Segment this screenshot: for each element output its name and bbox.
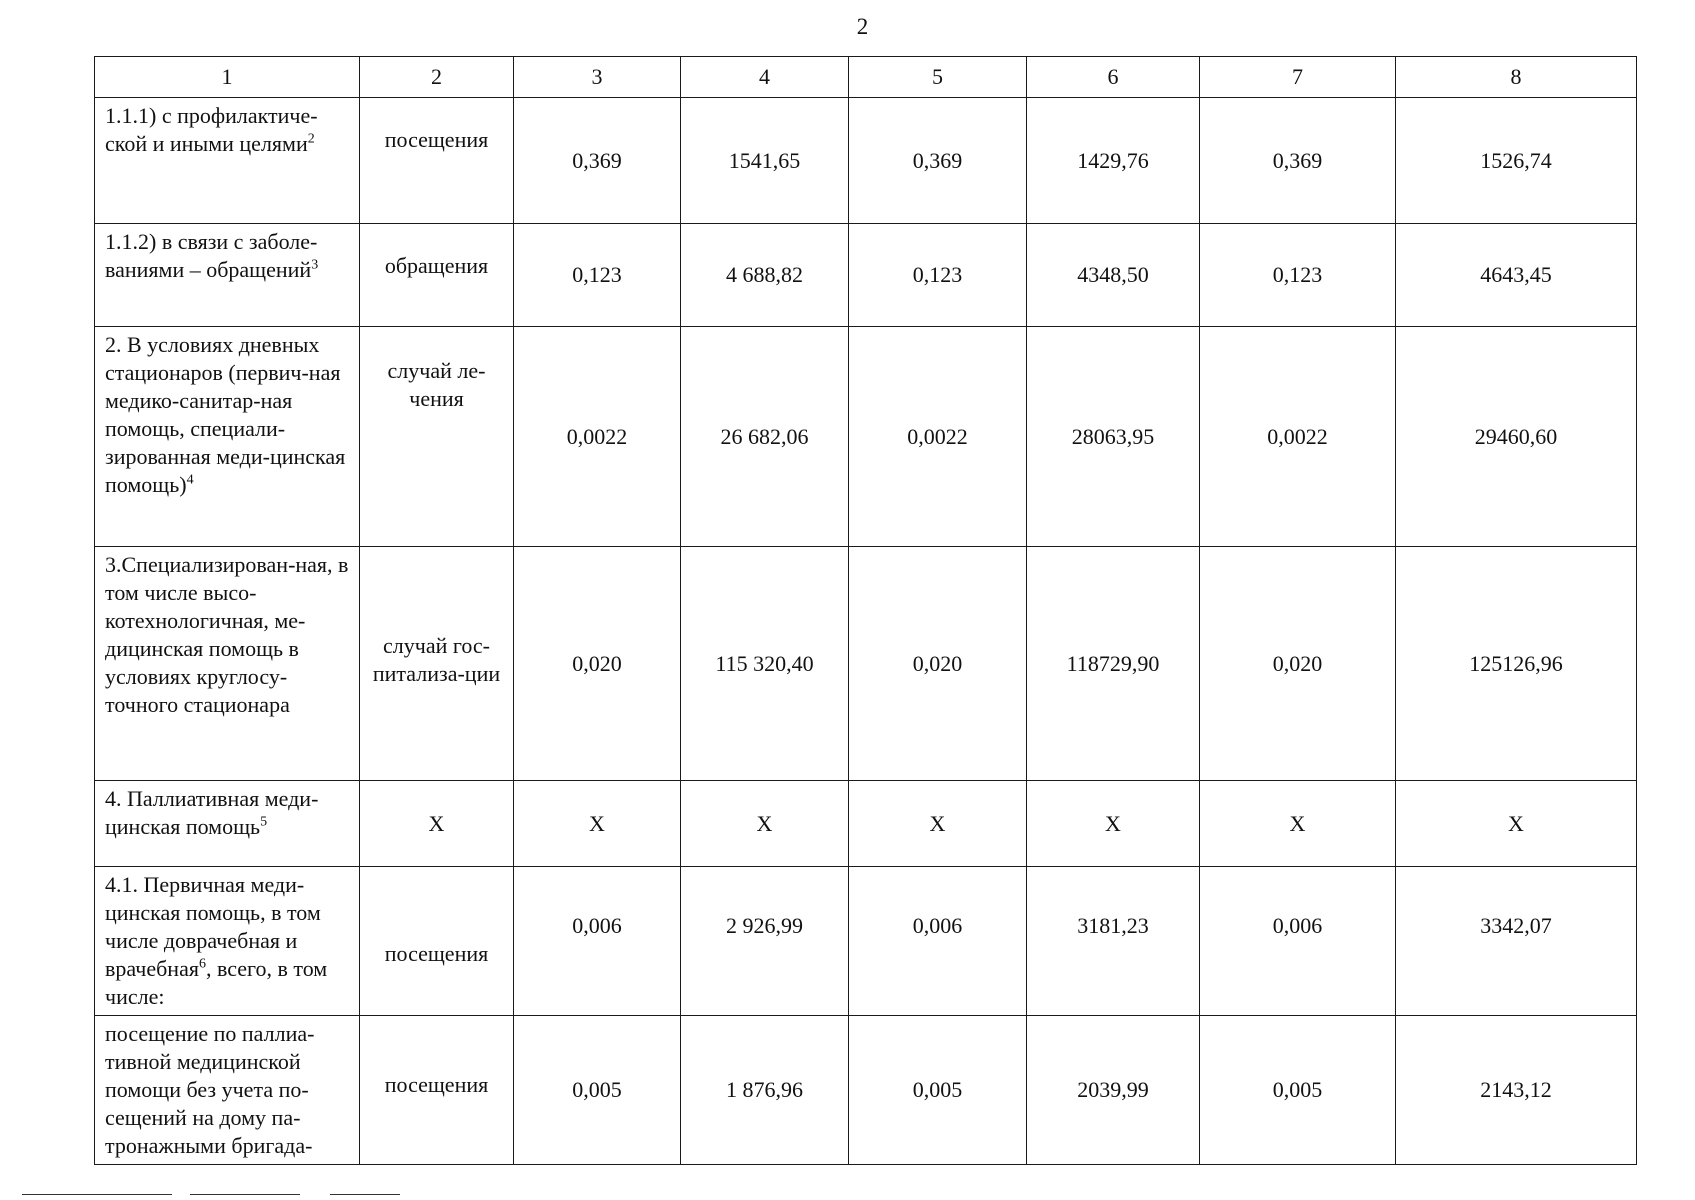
row-name: посещение по паллиа-тивной медицинской помощи без учета по-сещений на дому па-тронажными бригада- — [105, 1021, 315, 1158]
value-cell: 2 926,99 — [681, 867, 849, 1016]
value-cell: 0,123 — [849, 224, 1027, 327]
value-cell: 0,0022 — [1200, 327, 1396, 547]
value-cell: 0,123 — [514, 224, 681, 327]
value-cell: 0,005 — [514, 1016, 681, 1165]
table-row — [95, 224, 1637, 327]
column-header-1: 1 — [95, 57, 360, 98]
value-cell: X — [514, 781, 681, 867]
column-header-8: 8 — [1396, 57, 1637, 98]
row-name: 4. Паллиативная меди-цинская помощь — [105, 786, 319, 839]
value-cell: 4643,45 — [1396, 224, 1637, 327]
scan-artifact-line — [330, 1194, 400, 1195]
value-cell: 0,369 — [514, 98, 681, 224]
tariff-table — [94, 56, 1637, 1165]
value-cell: X — [849, 781, 1027, 867]
column-header-2: 2 — [360, 57, 514, 98]
row-name: 1.1.1) с профилактиче-ской и иными целями — [105, 103, 318, 156]
value-cell: 1526,74 — [1396, 98, 1637, 224]
value-cell: 1429,76 — [1027, 98, 1200, 224]
value-cell: 0,020 — [514, 547, 681, 781]
value-cell: 0,006 — [1200, 867, 1396, 1016]
value-cell: 4 688,82 — [681, 224, 849, 327]
value-cell: 0,0022 — [514, 327, 681, 547]
footnote-mark: 4 — [186, 472, 194, 488]
table-row — [95, 867, 1637, 1016]
row-name-cell — [95, 547, 360, 781]
row-name-cell — [95, 98, 360, 224]
value-cell: X — [1396, 781, 1637, 867]
row-name: 4.1. Первичная меди-цинская помощь, в том числе доврачебная и врачебная — [105, 872, 321, 981]
value-cell: 28063,95 — [1027, 327, 1200, 547]
row-name: 2. В условиях дневных стационаров (первич-ная медико-санитар-ная помощь, специали-зированная меди-цинская помощь) — [105, 332, 346, 497]
table-row — [95, 547, 1637, 781]
value-cell: 2143,12 — [1396, 1016, 1637, 1165]
value-cell: 3342,07 — [1396, 867, 1637, 1016]
footnote-mark: 2 — [307, 131, 315, 147]
header-row — [95, 57, 1637, 98]
row-name-cell — [95, 867, 360, 1016]
unit-cell: обращения — [360, 224, 514, 327]
page-number: 2 — [856, 14, 869, 39]
unit-cell: случай гос-питализа-ции — [360, 547, 514, 781]
value-cell: 0,369 — [1200, 98, 1396, 224]
column-header-5: 5 — [849, 57, 1027, 98]
value-cell: 0,005 — [1200, 1016, 1396, 1165]
value-cell: X — [681, 781, 849, 867]
row-name: 1.1.2) в связи с заболе-ваниями – обращений — [105, 229, 318, 282]
value-cell: 0,020 — [1200, 547, 1396, 781]
column-header-4: 4 — [681, 57, 849, 98]
value-cell: 0,006 — [849, 867, 1027, 1016]
row-name: 3.Специализирован-ная, в том числе высо-котехнологичная, ме-дицинская помощь в условиях круглосу-точного стационара — [105, 552, 349, 717]
column-header-6: 6 — [1027, 57, 1200, 98]
value-cell: 0,006 — [514, 867, 681, 1016]
footnote-mark: 6 — [198, 956, 206, 972]
row-name-cell — [95, 224, 360, 327]
table-row — [95, 98, 1637, 224]
row-name-cell — [95, 781, 360, 867]
value-cell: 0,005 — [849, 1016, 1027, 1165]
table-row — [95, 1016, 1637, 1165]
value-cell: 0,123 — [1200, 224, 1396, 327]
value-cell: 0,020 — [849, 547, 1027, 781]
column-header-3: 3 — [514, 57, 681, 98]
value-cell: X — [1200, 781, 1396, 867]
unit-cell: посещения — [360, 98, 514, 224]
scan-artifact-line — [190, 1194, 300, 1195]
value-cell: 0,369 — [849, 98, 1027, 224]
unit-cell: X — [360, 781, 514, 867]
column-header-7: 7 — [1200, 57, 1396, 98]
value-cell: 2039,99 — [1027, 1016, 1200, 1165]
value-cell: 115 320,40 — [681, 547, 849, 781]
value-cell: 1 876,96 — [681, 1016, 849, 1165]
value-cell: X — [1027, 781, 1200, 867]
value-cell: 125126,96 — [1396, 547, 1637, 781]
unit-cell: посещения — [360, 1016, 514, 1165]
value-cell: 29460,60 — [1396, 327, 1637, 547]
table-row — [95, 327, 1637, 547]
table-row — [95, 781, 1637, 867]
value-cell: 26 682,06 — [681, 327, 849, 547]
value-cell: 4348,50 — [1027, 224, 1200, 327]
unit-cell: случай ле-чения — [360, 327, 514, 547]
row-name-continuation: , всего, в том числе: — [105, 956, 328, 1009]
unit-cell: посещения — [360, 867, 514, 1016]
row-name-cell — [95, 1016, 360, 1165]
value-cell: 3181,23 — [1027, 867, 1200, 1016]
value-cell: 118729,90 — [1027, 547, 1200, 781]
footnote-mark: 5 — [260, 814, 268, 830]
value-cell: 0,0022 — [849, 327, 1027, 547]
scan-artifact-line — [22, 1194, 172, 1195]
row-name-cell — [95, 327, 360, 547]
value-cell: 1541,65 — [681, 98, 849, 224]
footnote-mark: 3 — [311, 257, 319, 273]
